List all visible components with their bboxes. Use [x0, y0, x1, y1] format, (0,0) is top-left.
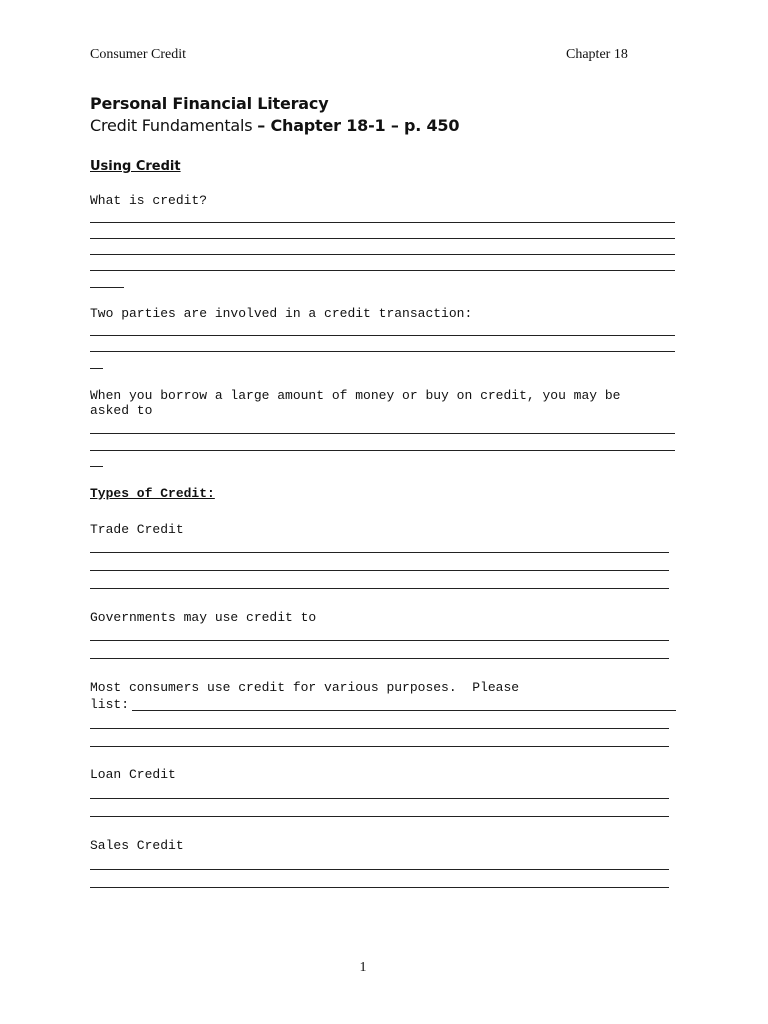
answer-line[interactable] — [90, 450, 675, 451]
answer-line[interactable] — [90, 816, 669, 817]
answer-line[interactable] — [90, 640, 669, 641]
answer-line[interactable] — [90, 287, 124, 288]
document-subtitle — [90, 116, 459, 135]
question-borrow-line-1: When you borrow a large amount of money or buy on credit, you may be — [90, 388, 621, 403]
question-governments: Governments may use credit to — [90, 610, 317, 625]
answer-line[interactable] — [90, 254, 675, 255]
document-title: Personal Financial Literacy — [90, 94, 329, 113]
question-what-is-credit: What is credit? — [90, 193, 208, 208]
section-heading-using-credit: Using Credit — [90, 159, 181, 174]
answer-line[interactable] — [90, 570, 669, 571]
question-trade-credit: Trade Credit — [90, 522, 184, 537]
running-header-right: Chapter 18 — [566, 47, 628, 62]
answer-line[interactable] — [90, 728, 669, 729]
question-consumers-line-1: Most consumers use credit for various purposes. Please — [90, 680, 520, 695]
answer-line[interactable] — [90, 869, 669, 870]
question-two-parties: Two parties are involved in a credit transaction: — [90, 306, 473, 321]
answer-line[interactable] — [90, 222, 675, 223]
answer-line[interactable] — [90, 798, 669, 799]
answer-line[interactable] — [90, 270, 675, 271]
answer-line[interactable] — [90, 466, 103, 467]
answer-line[interactable] — [90, 552, 669, 553]
answer-line[interactable] — [132, 710, 676, 711]
answer-line[interactable] — [90, 746, 669, 747]
answer-line[interactable] — [90, 335, 675, 336]
answer-line[interactable] — [90, 658, 669, 659]
answer-line[interactable] — [90, 433, 675, 434]
page-number: 1 — [359, 960, 367, 975]
answer-line[interactable] — [90, 238, 675, 239]
answer-line[interactable] — [90, 351, 675, 352]
section-heading-types-of-credit: Types of Credit: — [90, 486, 215, 501]
question-borrow-line-2: asked to — [90, 403, 153, 418]
answer-line[interactable] — [90, 368, 103, 369]
subtitle-chapter: – Chapter 18-1 – p. 450 — [257, 116, 460, 135]
answer-line[interactable] — [90, 887, 669, 888]
question-consumers-line-2: list: — [90, 697, 130, 712]
answer-line[interactable] — [90, 588, 669, 589]
question-loan-credit: Loan Credit — [90, 767, 176, 782]
subtitle-normal: Credit Fundamentals — [90, 116, 258, 135]
running-header-left: Consumer Credit — [90, 47, 187, 62]
question-sales-credit: Sales Credit — [90, 838, 184, 853]
